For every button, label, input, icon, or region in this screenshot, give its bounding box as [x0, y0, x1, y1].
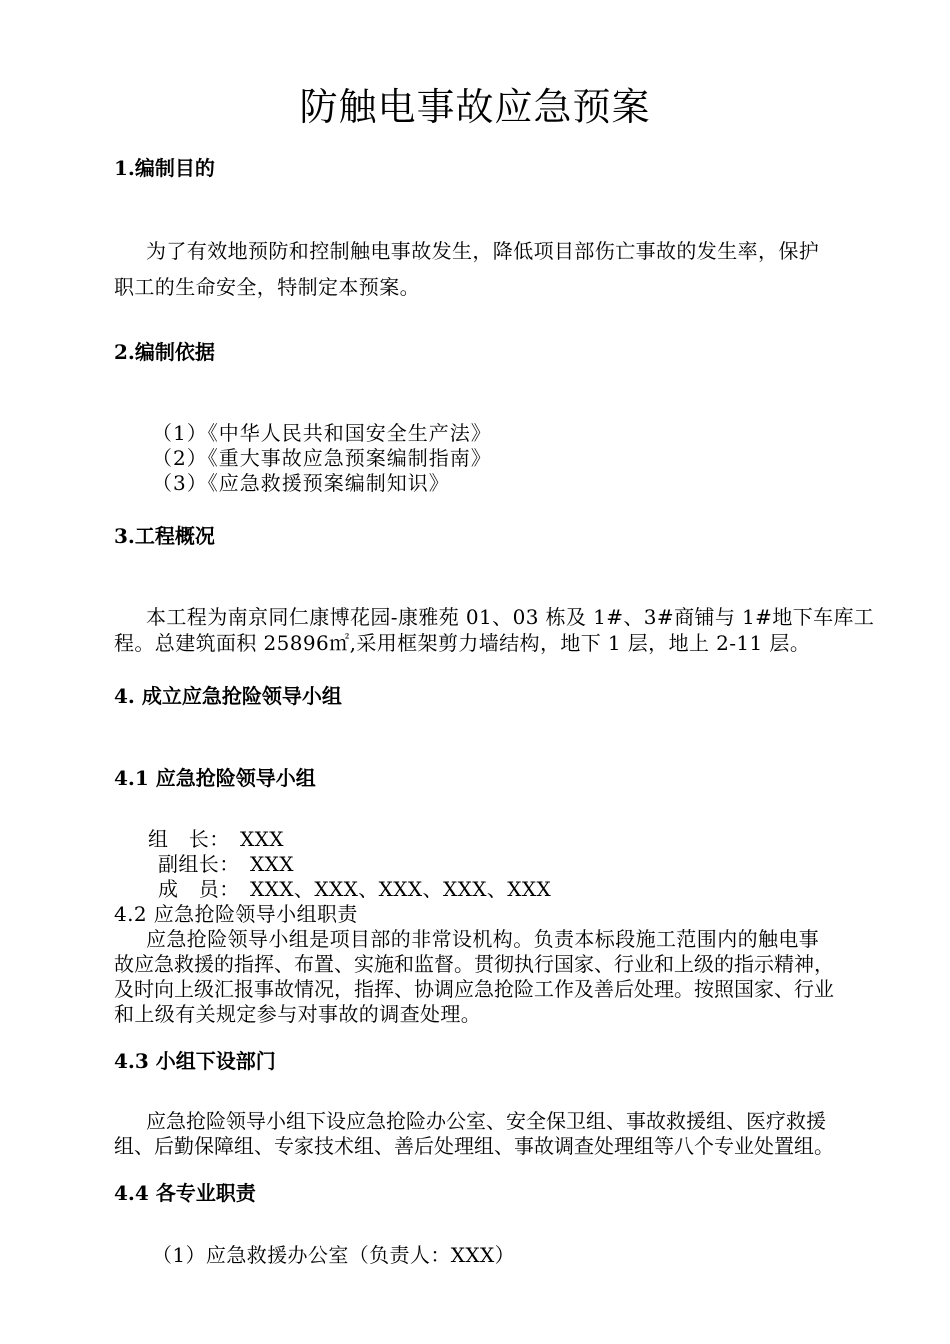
- section-4-3-line-2: 组、后勤保障组、专家技术组、善后处理组、事故调查处理组等八个专业处置组。: [114, 1134, 834, 1158]
- section-1-heading: 1.编制目的: [114, 156, 215, 180]
- section-4-3-line-1: 应急抢险领导小组下设应急抢险办公室、安全保卫组、事故救援组、医疗救援: [146, 1109, 826, 1133]
- section-4-4-heading: 4.4 各专业职责: [114, 1181, 256, 1205]
- section-3-paragraph-line-2: 程。总建筑面积 25896㎡,采用框架剪力墙结构，地下 1 层，地上 2-11 层。: [114, 631, 811, 655]
- reference-item-1: （1）《中华人民共和国安全生产法》: [152, 421, 492, 445]
- section-4-4-item-1: （1）应急救援办公室（负责人：XXX）: [152, 1243, 516, 1267]
- section-2-heading: 2.编制依据: [114, 340, 215, 364]
- section-4-2-line-1: 应急抢险领导小组是项目部的非常设机构。负责本标段施工范围内的触电事: [146, 927, 820, 951]
- section-1-paragraph-line-1: 为了有效地预防和控制触电事故发生，降低项目部伤亡事故的发生率，保护: [146, 239, 820, 263]
- document-title: 防触电事故应急预案: [299, 85, 651, 129]
- section-4-2-line-2: 故应急救援的指挥、布置、实施和监督。贯彻执行国家、行业和上级的指示精神，: [114, 952, 834, 976]
- reference-item-2: （2）《重大事故应急预案编制指南》: [152, 446, 492, 470]
- reference-item-3: （3）《应急救援预案编制知识》: [152, 471, 450, 495]
- section-1-paragraph-line-2: 职工的生命安全，特制定本预案。: [114, 275, 420, 299]
- team-leader: 组 长： XXX: [148, 827, 284, 851]
- section-4-1-heading: 4.1 应急抢险领导小组: [114, 766, 316, 790]
- section-4-2-heading: 4.2 应急抢险领导小组职责: [114, 902, 358, 926]
- section-3-heading: 3.工程概况: [114, 524, 215, 548]
- section-4-3-heading: 4.3 小组下设部门: [114, 1049, 276, 1073]
- team-members: 成 员： XXX、XXX、XXX、XXX、XXX: [158, 877, 552, 901]
- section-3-paragraph-line-1: 本工程为南京同仁康博花园-康雅苑 01、03 栋及 1#、3#商铺与 1#地下车库工: [146, 605, 875, 629]
- section-4-2-line-3: 及时向上级汇报事故情况，指挥、协调应急抢险工作及善后处理。按照国家、行业: [114, 977, 834, 1001]
- section-4-heading: 4. 成立应急抢险领导小组: [114, 684, 342, 708]
- team-deputy-leader: 副组长： XXX: [158, 852, 294, 876]
- section-4-2-line-4: 和上级有关规定参与对事故的调查处理。: [114, 1002, 482, 1026]
